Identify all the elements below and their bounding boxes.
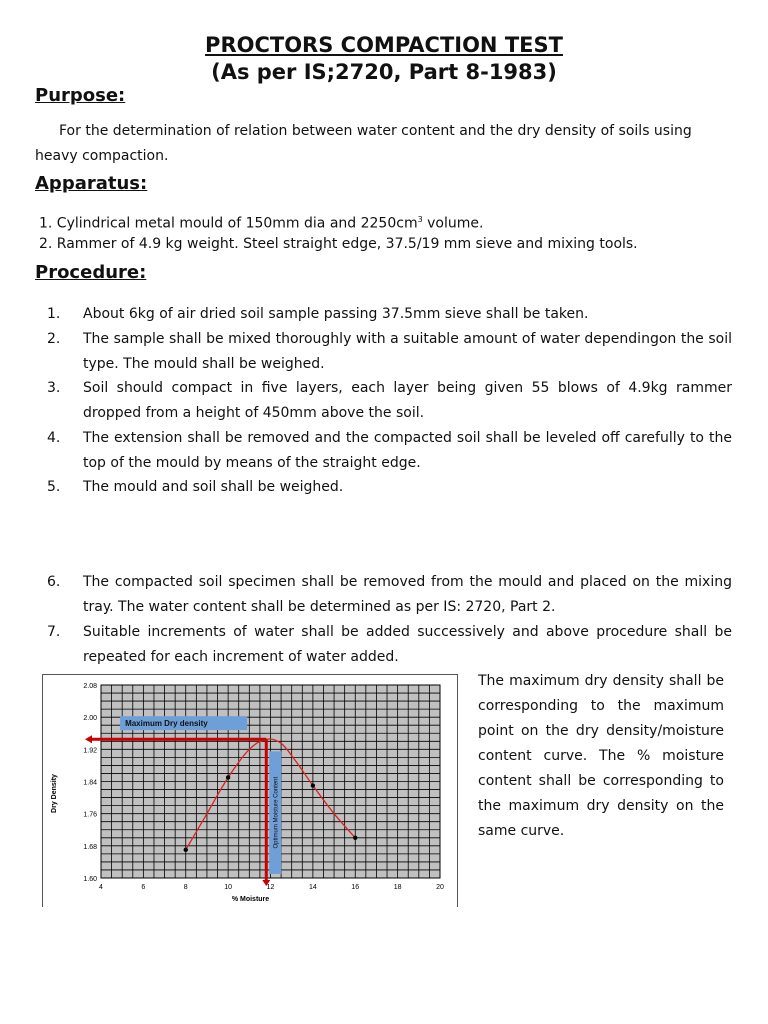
procedure-heading: Procedure: [35, 262, 147, 283]
max-density-label: Maximum Dry density [125, 719, 208, 729]
x-tick-label: 6 [141, 884, 146, 891]
procedure-step: 2. The sample shall be mixed thoroughly with a suitable amount of water dependingon the soil type. The mould shall be weighed. [47, 331, 732, 372]
data-point [184, 848, 188, 852]
y-tick-label: 2.08 [83, 683, 97, 690]
x-tick-label: 16 [351, 884, 360, 891]
apparatus-heading: Apparatus: [35, 173, 148, 194]
x-axis-label: % Moisture [231, 896, 270, 903]
compaction-chart [42, 674, 458, 907]
y-tick-label: 1.60 [83, 876, 97, 883]
data-point [353, 836, 357, 840]
y-tick-label: 1.92 [83, 747, 97, 755]
y-axis-label: Dry Density [51, 774, 58, 813]
y-tick-label: 2.00 [83, 715, 97, 723]
y-tick-label: 1.76 [83, 811, 97, 819]
y-tick-label: 1.84 [83, 779, 97, 787]
x-tick-label: 4 [99, 884, 103, 891]
procedure-step: 7. Suitable increments of water shall be added successively and above procedure shall be repeated for each increment of water added. [47, 624, 732, 665]
x-tick-label: 12 [266, 884, 275, 891]
page-subtitle: (As per IS;2720, Part 8-1983) [211, 60, 557, 84]
x-tick-label: 8 [183, 884, 188, 891]
apparatus-item-2: 2. Rammer of 4.9 kg weight. Steel straight edge, 37.5/19 mm sieve and mixing tools. [39, 236, 638, 252]
procedure-step: 5. The mould and soil shall be weighed. [47, 479, 344, 495]
y-tick-label: 1.68 [83, 843, 97, 851]
omc-label: Optimum Moisture Content [273, 776, 280, 849]
procedure-step: 1. About 6kg of air dried soil sample passing 37.5mm sieve shall be taken. [47, 306, 589, 322]
data-point [226, 775, 230, 779]
procedure-step: 4. The extension shall be removed and the compacted soil shall be leveled off carefully to the top of the mould by means of the straight edge. [47, 430, 732, 471]
apparatus-item-1: 1. Cylindrical metal mould of 150mm dia and $2250cm^3$ volume. [39, 215, 484, 232]
page-title: PROCTORS COMPACTION TEST [205, 33, 563, 57]
purpose-text: For the determination of relation between water content and the dry density of soils using heavy compaction. [35, 123, 692, 164]
procedure-step: 3. Soil should compact in five layers, each layer being given 55 blows of 4.9kg rammer dropped from a height of 450mm above the soil. [47, 380, 732, 421]
purpose-heading: Purpose: [35, 85, 126, 106]
x-tick-label: 14 [308, 884, 317, 891]
side-note: The maximum dry density shall be corresponding to the maximum point on the dry density/moisture content curve. The % moisture content shall be corresponding to the maximum dry density on the same curve. [478, 673, 724, 839]
max-density-arrowhead [85, 735, 92, 743]
data-point [311, 783, 315, 787]
compaction-chart-svg [43, 675, 457, 907]
x-tick-label: 10 [224, 884, 233, 891]
x-tick-label: 20 [436, 884, 444, 891]
x-tick-label: 18 [393, 884, 402, 891]
procedure-step: 6. The compacted soil specimen shall be removed from the mould and placed on the mixing tray. The water content shall be determined as per IS: 2720, Part 2. [47, 574, 732, 615]
